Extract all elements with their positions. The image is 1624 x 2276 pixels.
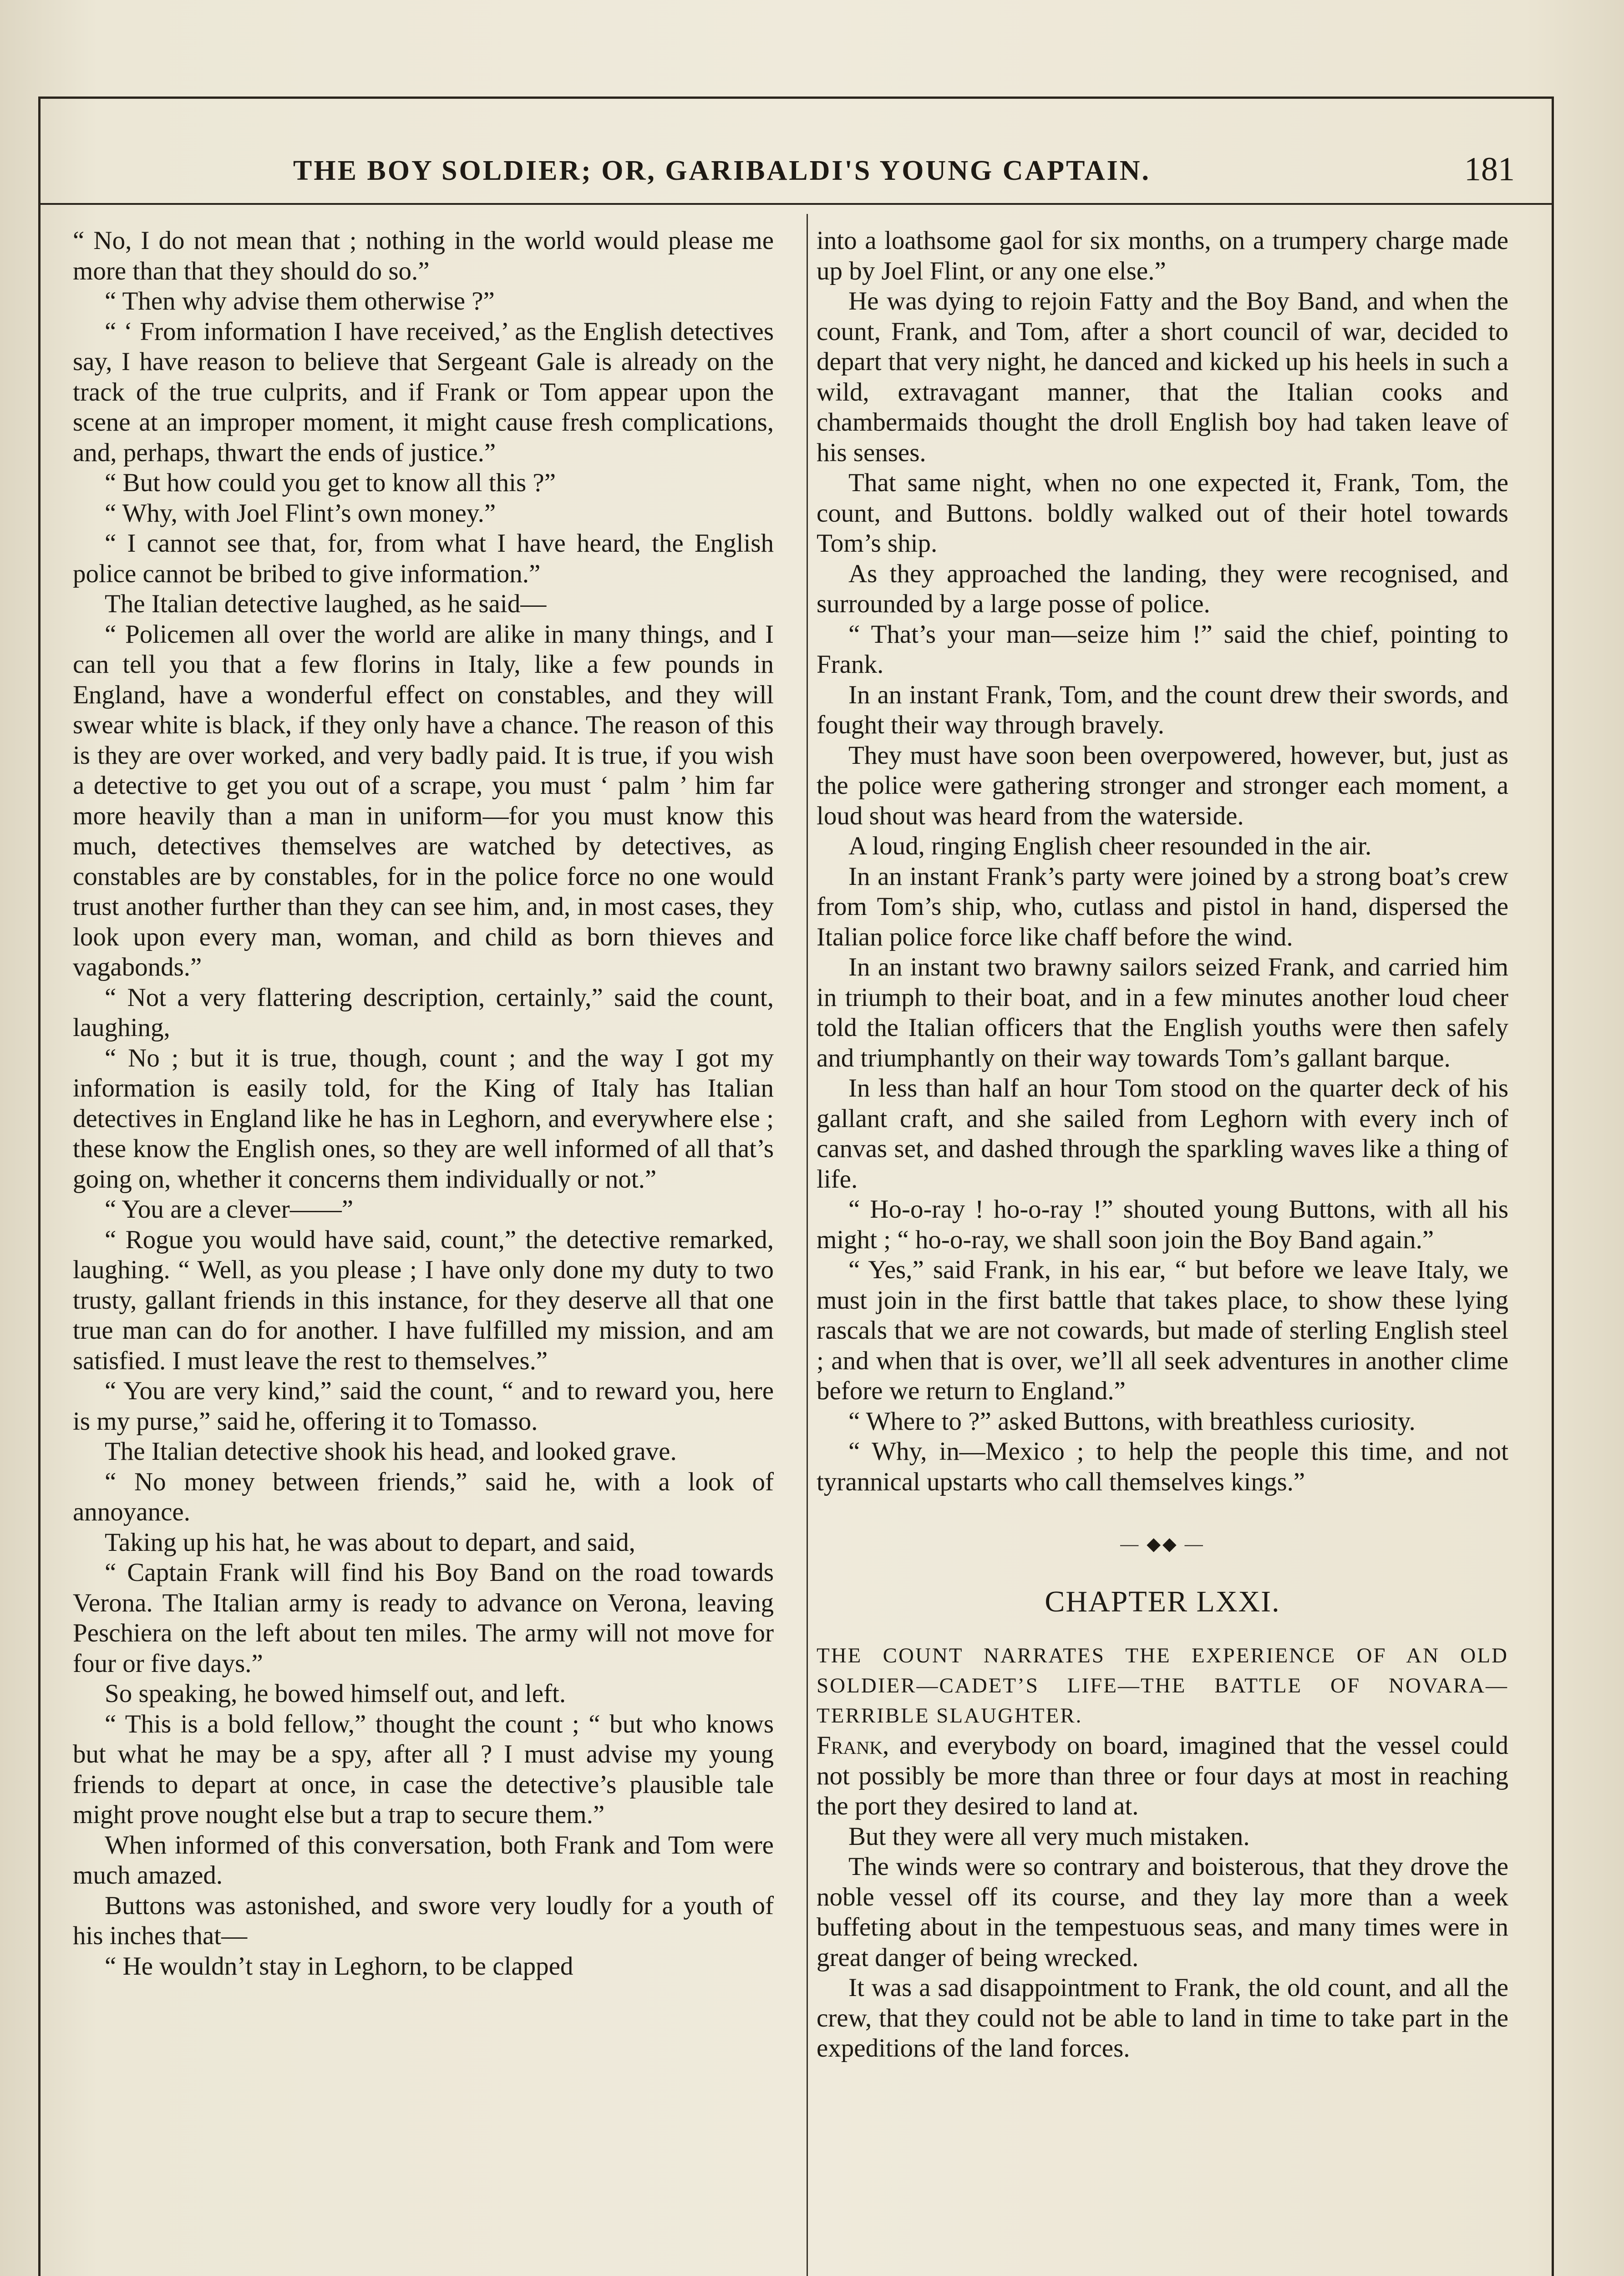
paragraph: Taking up his hat, he was about to depart, and said,: [105, 1528, 635, 1557]
paragraph: “ Yes,” said Frank, in his ear, “ but before we leave Italy, we must join in the first battle that takes place, to show these lying rascals that we are not cowards, but made of sterling English steel ; and when that is over, we’ll all seek adventures in another clime before we return to England.”: [817, 1255, 1508, 1405]
paragraph: So speaking, he bowed himself out, and left.: [105, 1679, 566, 1708]
paragraph: “ No money between friends,” said he, with a look of annoyance.: [73, 1467, 774, 1526]
paragraph: In an instant Frank, Tom, and the count drew their swords, and fought their way through bravely.: [817, 680, 1508, 739]
right-column-chapter-text: [817, 1822, 1508, 2064]
chapter-opening-word: Frank,: [817, 1731, 889, 1760]
column-divider: [807, 214, 808, 2276]
paragraph: In less than half an hour Tom stood on the quarter deck of his gallant craft, and she sailed from Leghorn with every inch of canvas set, and dashed through the sparkling waves like a thing of life.: [817, 1074, 1508, 1194]
right-column-text: [817, 226, 1508, 1497]
paragraph: But they were all very much mistaken.: [848, 1822, 1250, 1851]
paragraph: As they approached the landing, they were recognised, and surrounded by a large posse of police.: [817, 559, 1508, 618]
running-title: THE BOY SOLDIER; OR, GARIBALDI'S YOUNG CAPTAIN.: [293, 155, 1151, 186]
paragraph: “ You are a clever——”: [105, 1195, 354, 1224]
paragraph: A loud, ringing English cheer resounded in the air.: [848, 832, 1372, 860]
paragraph: “ ‘ From information I have received,’ as the English detectives say, I have reason to believe that Sergeant Gale is already on the track of the true culprits, and if Frank or Tom appear upon the scene at an improper moment, it might cause fresh complications, and, perhaps, thwart the ends of justice.”: [73, 317, 774, 467]
paragraph: In an instant Frank’s party were joined by a strong boat’s crew from Tom’s ship, who, cutlass and pistol in hand, dispersed the Italian police force like chaff before the wind.: [817, 862, 1508, 951]
paragraph: It was a sad disappointment to Frank, the old count, and all the crew, that they could not be able to land in time to take part in the expeditions of the land forces.: [817, 1973, 1508, 2063]
paragraph: The winds were so contrary and boisterous, that they drove the noble vessel off its course, and they lay more than a week buffeting about in the tempestuous seas, and many times were in great danger of being wrecked.: [817, 1852, 1508, 1972]
header-rule: [38, 203, 1554, 205]
paragraph: In an instant two brawny sailors seized Frank, and carried him in triumph to their boat, and in a few minutes another loud cheer told the Italian officers that the English youths were then safely and triumphantly on their way towards Tom’s gallant barque.: [817, 953, 1508, 1072]
paragraph: “ No ; but it is true, though, count ; and the way I got my information is easily told, for the King of Italy has Italian detectives in England like he has in Leghorn, and everywhere else ; these know the English ones, so they are well informed of all that’s going on, whether it concerns them individually or not.”: [73, 1043, 774, 1194]
paragraph: “ This is a bold fellow,” thought the count ; “ but who knows but what he may be a spy, after all ? I must advise my young friends to depart at once, in case the detective’s plausible tale might prove nought else but a trap to secure them.”: [73, 1709, 774, 1829]
paragraph: He was dying to rejoin Fatty and the Boy Band, and when the count, Frank, and Tom, after a short council of war, decided to depart that very night, he danced and kicked up his heels in such a wild, extravagant manner, that the Italian cooks and chambermaids thought the droll English boy had taken leave of his senses.: [817, 287, 1508, 467]
chapter-title: CHAPTER LXXI.: [1045, 1585, 1280, 1618]
paragraph: “ Why, with Joel Flint’s own money.”: [105, 498, 496, 528]
left-column: [73, 226, 774, 1981]
paragraph: “ Why, in—Mexico ; to help the people this time, and not tyrannical upstarts who call themselves kings.”: [817, 1437, 1508, 1496]
paragraph: They must have soon been overpowered, however, but, just as the police were gathering stronger and stronger each moment, a loud shout was heard from the waterside.: [817, 741, 1508, 830]
paragraph: “ He wouldn’t stay in Leghorn, to be clapped: [105, 1951, 573, 1981]
paragraph: When informed of this conversation, both Frank and Tom were much amazed.: [73, 1830, 774, 1890]
paragraph: Buttons was astonished, and swore very loudly for a youth of his inches that—: [73, 1891, 774, 1950]
paragraph: “ Ho-o-ray ! ho-o-ray !” shouted young Buttons, with all his might ; “ ho-o-ray, we shall soon join the Boy Band again.”: [817, 1195, 1508, 1254]
paragraph: “ You are very kind,” said the count, “ and to reward you, here is my purse,” said he, offering it to Tomasso.: [73, 1377, 774, 1436]
page-number: 181: [1464, 151, 1515, 188]
paragraph: That same night, when no one expected it, Frank, Tom, the count, and Buttons. boldly walked out of their hotel towards Tom’s ship.: [817, 468, 1508, 558]
paragraph: “ But how could you get to know all this ?”: [105, 468, 556, 497]
section-ornament: — ◆◆ —: [1120, 1534, 1205, 1554]
page-header: [38, 150, 1554, 205]
paragraph: “ Captain Frank will find his Boy Band on the road towards Verona. The Italian army is ready to advance on Verona, leaving Peschiera on the left about ten miles. The army will not move for four or five days.”: [73, 1558, 774, 1678]
paragraph: “ Where to ?” asked Buttons, with breathless curiosity.: [848, 1407, 1416, 1436]
paragraph: “ Rogue you would have said, count,” the detective remarked, laughing. “ Well, as you please ; I have only done my duty to two trusty, gallant friends in this instance, for they deserve all that one true man can do for another. I have fulfilled my mission, and am satisfied. I must leave the rest to themselves.”: [73, 1225, 774, 1375]
chapter-opening-paragraph: [817, 1731, 1508, 1822]
paragraph: The Italian detective laughed, as he said—: [105, 589, 547, 618]
paragraph: “ No, I do not mean that ; nothing in the world would please me more than that they should do so.”: [73, 226, 774, 285]
right-column: [817, 226, 1508, 2064]
paragraph: “ Policemen all over the world are alike in many things, and I can tell you that a few florins in Italy, like a few pounds in England, have a wonderful effect on constables, and they will swear white is black, if they only have a chance. The reason of this is they are over worked, and very badly paid. It is true, if you wish a detective to get you out of a scrape, you must ‘ palm ’ him far more heavily than a man in uniform—for you must know this much, detectives themselves are watched by detectives, as constables are by constables, for in the police force no one would trust another further than they can see him, and, in most cases, they look upon every man, woman, and child as born thieves and vagabonds.”: [73, 620, 774, 981]
paragraph: The Italian detective shook his head, and looked grave.: [105, 1437, 677, 1466]
paragraph: “ Then why advise them otherwise ?”: [105, 287, 495, 315]
paragraph: “ I cannot see that, for, from what I have heard, the English police cannot be bribed to give information.”: [73, 529, 774, 588]
paragraph: into a loathsome gaol for six months, on a trumpery charge made up by Joel Flint, or any one else.”: [817, 226, 1508, 285]
paragraph: “ That’s your man—seize him !” said the chief, pointing to Frank.: [817, 620, 1508, 679]
chapter-summary: THE COUNT NARRATES THE EXPERIENCE OF AN OLD SOLDIER—CADET’S LIFE—THE BATTLE OF NOVARA—TERRIBLE SLAUGHTER.: [817, 1644, 1508, 1727]
chapter-opening-text: and everybody on board, imagined that the vessel could not possibly be more than three or four days at most in reaching the port they desired to land at.: [817, 1731, 1508, 1820]
paragraph: “ Not a very flattering description, certainly,” said the count, laughing,: [73, 983, 774, 1042]
